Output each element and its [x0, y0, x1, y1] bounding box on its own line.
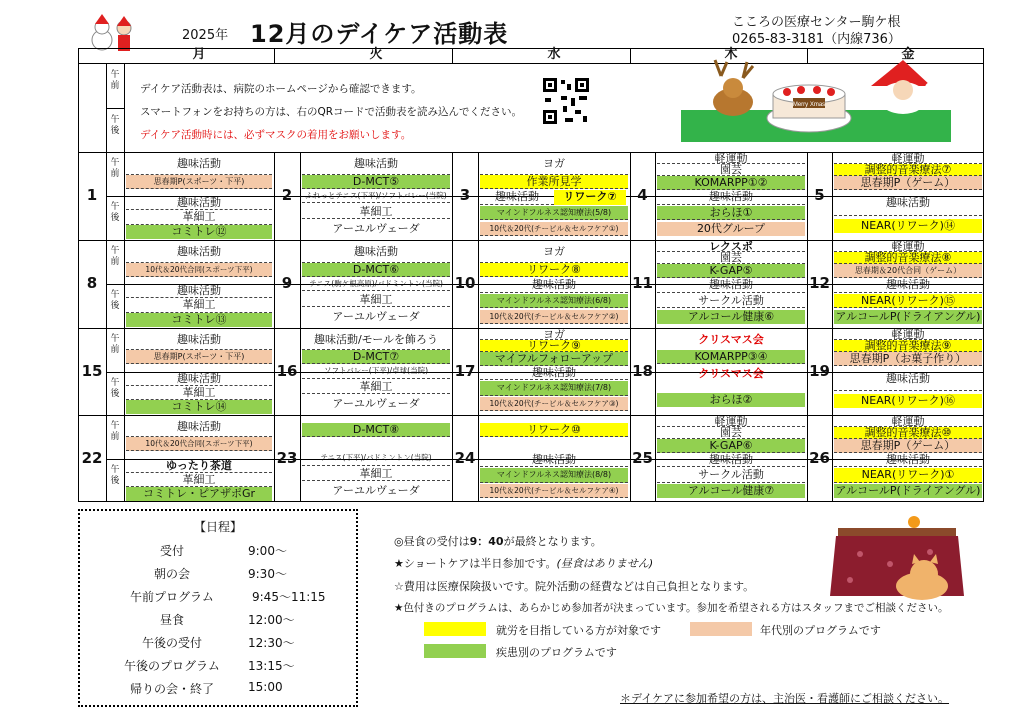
- legend-label-green: 疾患別のプログラムです: [496, 646, 617, 659]
- activity-cell: D-MCT⑦: [302, 350, 450, 364]
- schedule-time: 13:15～: [248, 659, 295, 673]
- activity-cell: クリスマス会: [698, 333, 764, 347]
- activity-cell: D-MCT⑤: [302, 175, 450, 189]
- colored-program-note: ★色付きのプログラムは、あらかじめ参加者が決まっています。参加を希望される方はスタッフまでご相談ください。: [394, 602, 949, 614]
- activity-cell: 革細工: [302, 293, 450, 307]
- day-header-tue: 火: [369, 47, 383, 62]
- am-label: 午前: [110, 421, 120, 442]
- date-number: 26: [809, 448, 830, 467]
- col-line: [655, 152, 656, 502]
- activity-cell: ヨガ: [480, 153, 628, 175]
- date-number: 5: [814, 186, 825, 204]
- notice-text: [140, 78, 522, 147]
- date-number: 24: [454, 448, 476, 467]
- pm-label: 午後: [110, 290, 120, 311]
- day-header-mon: 月: [192, 47, 206, 62]
- activity-cell: リワーク⑩: [480, 423, 628, 437]
- cat-kotatsu-illustration: [830, 514, 965, 604]
- activity-cell: 軽運動: [834, 153, 982, 164]
- pm-label: 午後: [110, 115, 120, 136]
- activity-cell: 革細工: [126, 386, 272, 400]
- org-name: こころの医療センター駒ケ根: [732, 15, 901, 30]
- activity-cell: NEAR(リワーク)①: [834, 468, 982, 482]
- am-label: 午前: [110, 70, 120, 91]
- col-line: [124, 63, 125, 502]
- activity-cell: 趣味活動: [834, 190, 982, 216]
- activity-cell: 10代＆20代(チービル＆セルフケア①): [480, 222, 628, 236]
- activity-cell: アーユルヴェーダ: [332, 397, 420, 410]
- activity-cell: 調整的音楽療法⑧: [834, 252, 982, 263]
- activity-cell: 作業所見学: [480, 175, 628, 189]
- col-line: [832, 152, 833, 502]
- activity-cell: ヨガ: [480, 241, 628, 263]
- activity-cell: マインドフルネス認知療法(5/8): [480, 206, 628, 220]
- activity-cell: おらほ①: [657, 206, 805, 220]
- xmas-plate-text: Merry Xmas: [792, 102, 826, 108]
- activity-cell: ヨガ: [480, 329, 628, 340]
- activity-cell: 革細工: [302, 467, 450, 481]
- date-number: 1: [86, 186, 98, 204]
- activity-cell: 10代＆20代(チービル＆セルフケア③): [480, 397, 628, 411]
- activity-cell: ふれっとテニス(下平)/ソフトバレー(当院): [302, 189, 450, 203]
- activity-cell: 趣味活動: [126, 241, 272, 263]
- activity-cell: ゆったり茶道: [126, 459, 272, 473]
- activity-cell: 園芸: [657, 252, 805, 263]
- date-number: 2: [281, 186, 293, 204]
- activity-cell: NEAR(リワーク)⑯: [834, 394, 982, 408]
- activity-cell: 軽運動: [657, 153, 805, 164]
- am-label: 午前: [110, 334, 120, 355]
- activity-cell: D-MCT⑥: [302, 263, 450, 277]
- activity-cell: アルコールP(ドライアングル): [835, 309, 981, 323]
- activity-cell: アルコール健康⑦: [657, 484, 805, 498]
- qr-code[interactable]: [541, 76, 591, 126]
- activity-cell: 革細工: [302, 380, 450, 394]
- cost-note: ☆費用は医療保険扱いです。院外活動の経費などは自己負担となります。: [394, 580, 755, 593]
- activity-cell: 趣味活動: [480, 278, 628, 292]
- col-line: [300, 152, 301, 502]
- activity-cell: 思春期＆20代合同（ゲーム）: [834, 264, 982, 278]
- ampm-line: [106, 108, 124, 109]
- activity-cell: 軽運動: [834, 241, 982, 252]
- pm-label: 午後: [110, 465, 120, 486]
- santa-snowman-illustration: [88, 14, 138, 52]
- am-label: 午前: [110, 158, 120, 179]
- activity-cell: 革細工: [126, 210, 272, 224]
- activity-cell: サークル活動: [657, 468, 805, 482]
- activity-cell: マインドフルネス認知療法(8/8): [480, 468, 628, 482]
- org-info: [732, 14, 901, 48]
- notice-line: デイケア活動表は、病院のホームページから確認できます。: [140, 83, 422, 95]
- schedule-time: 12:00～: [248, 613, 295, 627]
- activity-cell: 園芸: [657, 164, 805, 175]
- activity-cell: 趣味活動: [302, 241, 450, 263]
- activity-cell: おらほ②: [657, 393, 805, 407]
- activity-cell: 軽運動: [834, 329, 982, 340]
- col-line: [478, 152, 479, 502]
- schedule-label: 帰りの会・終了: [129, 682, 214, 696]
- activity-cell: 思春期P(スポーツ・下平): [126, 175, 272, 189]
- activity-cell: アーユルヴェーダ: [332, 309, 420, 323]
- date-number: 4: [637, 186, 648, 204]
- activity-cell: 趣味活動/モールを飾ろう: [302, 329, 450, 350]
- day-header-fri: 金: [901, 47, 915, 62]
- footer-note: ＊デイケアに参加希望の方は、主治医・看護師にご相談ください。: [620, 692, 950, 705]
- date-number: 15: [81, 361, 103, 380]
- activity-cell: KOMARPP③④: [657, 350, 805, 364]
- date-number: 12: [809, 274, 830, 292]
- activity-cell: 趣味活動: [480, 190, 554, 204]
- activity-cell: コミトレ・ピアザポGr: [126, 487, 272, 501]
- date-number: 22: [81, 448, 103, 467]
- activity-cell: リワーク⑦: [554, 190, 626, 204]
- activity-cell: 趣味活動: [126, 153, 272, 175]
- activity-cell: 趣味活動: [126, 284, 272, 298]
- schedule-label: 午後の受付: [141, 636, 202, 650]
- date-number: 23: [276, 448, 298, 467]
- mask-notice: デイケア活動時には、必ずマスクの着用をお願いします。: [140, 129, 412, 141]
- activity-cell: D-MCT⑧: [302, 423, 450, 437]
- legend-label-pink: 年代別のプログラムです: [760, 624, 881, 637]
- activity-cell: K-GAP⑥: [657, 439, 805, 453]
- activity-cell: 思春期P（ゲーム）: [834, 176, 982, 190]
- page-title: 12月のデイケア活動表: [250, 20, 509, 48]
- activity-cell: 調整的音楽療法⑦: [834, 164, 982, 175]
- activity-cell: 調整的音楽療法⑨: [834, 340, 982, 351]
- year-label: 2025年: [182, 28, 229, 43]
- shortcare-note: ★ショートケアは半日参加です。(昼食はありません): [394, 557, 654, 570]
- date-number: 11: [632, 274, 653, 292]
- activity-cell: 趣味活動: [126, 196, 272, 210]
- schedule-label: 朝の会: [153, 567, 190, 581]
- am-label: 午前: [110, 246, 120, 267]
- activity-cell: 趣味活動: [126, 372, 272, 386]
- activity-cell: 思春期P（お菓子作り）: [834, 352, 982, 366]
- activity-cell: マイフルフォローアップ: [480, 352, 628, 366]
- activity-cell: アーユルヴェーダ: [332, 221, 420, 235]
- date-number: 18: [632, 361, 653, 380]
- notice-line: スマートフォンをお持ちの方は、右のQRコードで活動表を読み込んでください。: [140, 106, 523, 118]
- schedule-time: 9:30～: [248, 567, 287, 581]
- schedule-time: 9:45～11:15: [252, 590, 326, 604]
- activity-cell: NEAR(リワーク)⑭: [834, 219, 982, 233]
- schedule-label: 午後のプログラム: [124, 659, 220, 673]
- activity-cell: 10代＆20代合同(スポーツ下平): [126, 437, 272, 451]
- activity-cell: KOMARPP①②: [657, 176, 805, 190]
- activity-cell: 趣味活動: [657, 278, 805, 292]
- schedule-time: 9:00～: [248, 544, 287, 558]
- date-number: 10: [454, 274, 476, 292]
- schedule-box: [78, 509, 358, 707]
- activity-cell: コミトレ⑫: [126, 225, 272, 239]
- schedule-label: 午前プログラム: [130, 590, 214, 604]
- activity-cell: アルコール健康⑥: [657, 310, 805, 324]
- lunch-note: ◎昼食の受付は9：40が最終となります。: [394, 535, 602, 548]
- legend-swatch-pink: [690, 622, 752, 636]
- activity-cell: 趣味活動: [834, 278, 982, 292]
- org-phone: 0265-83-3181（内線736）: [732, 32, 901, 47]
- day-header-thu: 木: [724, 47, 738, 62]
- activity-cell: マインドフルネス認知療法(7/8): [480, 381, 628, 395]
- schedule-label: 受付: [159, 544, 184, 558]
- activity-cell: 趣味活動: [834, 366, 982, 392]
- activity-cell: 園芸: [657, 427, 805, 438]
- activity-cell: 10代＆20代合同(スポーツ下平): [126, 263, 272, 277]
- col-line: [630, 48, 631, 64]
- activity-cell: NEAR(リワーク)⑮: [834, 294, 982, 308]
- activity-cell: アーユルヴェーダ: [332, 484, 420, 497]
- activity-cell: 趣味活動: [302, 153, 450, 175]
- legend-swatch-yellow: [424, 622, 486, 636]
- date-number: 8: [86, 274, 98, 292]
- activity-cell: ソフトバレー(下平)/卓球(当院): [302, 364, 450, 378]
- day-header-wed: 水: [547, 47, 561, 62]
- legend-swatch-green: [424, 644, 486, 658]
- date-number: 16: [276, 361, 298, 380]
- activity-cell: 革細工: [126, 298, 272, 312]
- activity-cell: K-GAP⑤: [657, 264, 805, 278]
- activity-cell: 革細工: [126, 473, 272, 487]
- activity-cell: コミトレ⑭: [126, 400, 272, 414]
- date-number: 17: [454, 361, 476, 380]
- activity-cell: 軽運動: [834, 416, 982, 427]
- activity-cell: 軽運動: [657, 416, 805, 427]
- date-number: 3: [459, 186, 471, 204]
- activity-cell: 趣味活動: [657, 190, 805, 204]
- activity-cell: 思春期P（ゲーム）: [834, 439, 982, 453]
- legend-label-yellow: 就労を目指している方が対象です: [496, 624, 661, 637]
- schedule-title: 【日程】: [193, 520, 242, 534]
- activity-cell: クリスマス会: [698, 367, 764, 381]
- pm-label: 午後: [110, 202, 120, 223]
- schedule-time: 12:30～: [248, 636, 295, 650]
- activity-cell: 思春期P(スポーツ・下平): [126, 350, 272, 364]
- activity-cell: サークル活動: [657, 294, 805, 308]
- activity-cell: リワーク⑨: [480, 340, 628, 351]
- activity-cell: 趣味活動: [126, 416, 272, 437]
- activity-cell: 10代＆20代(チービル＆セルフケア④): [480, 484, 628, 498]
- activity-cell: テニス(駒ケ根高原)/バドミントン(当院): [302, 277, 450, 291]
- col-line: [274, 48, 275, 64]
- pm-label: 午後: [110, 378, 120, 399]
- activity-cell: リワーク⑧: [480, 263, 628, 277]
- activity-cell: 10代＆20代(チービル＆セルフケア②): [480, 310, 628, 324]
- activity-cell: 趣味活動: [657, 453, 805, 467]
- activity-cell: テニス(下平)/バドミントン(当院): [302, 451, 450, 465]
- activity-cell: アルコールP(ドライアングル): [835, 484, 981, 497]
- activity-cell: 趣味活動: [834, 453, 982, 467]
- date-number: 9: [281, 274, 293, 292]
- activity-cell: コミトレ⑬: [126, 313, 272, 327]
- activity-cell: 趣味活動: [126, 329, 272, 350]
- schedule-time: 15:00: [248, 680, 283, 694]
- activity-cell: 調整的音楽療法⑩: [834, 427, 982, 438]
- schedule-label: 昼食: [159, 613, 184, 627]
- date-number: 25: [632, 448, 653, 467]
- activity-cell: 革細工: [302, 205, 450, 219]
- activity-cell: 20代グループ: [657, 222, 805, 236]
- christmas-illustration: [681, 56, 951, 142]
- activity-cell: マインドフルネス認知療法(6/8): [480, 294, 628, 308]
- activity-cell: 趣味活動: [480, 366, 628, 380]
- activity-cell: レクスポ: [657, 241, 805, 252]
- activity-cell: 趣味活動: [480, 453, 628, 467]
- col-line: [452, 48, 453, 64]
- date-number: 19: [809, 361, 830, 380]
